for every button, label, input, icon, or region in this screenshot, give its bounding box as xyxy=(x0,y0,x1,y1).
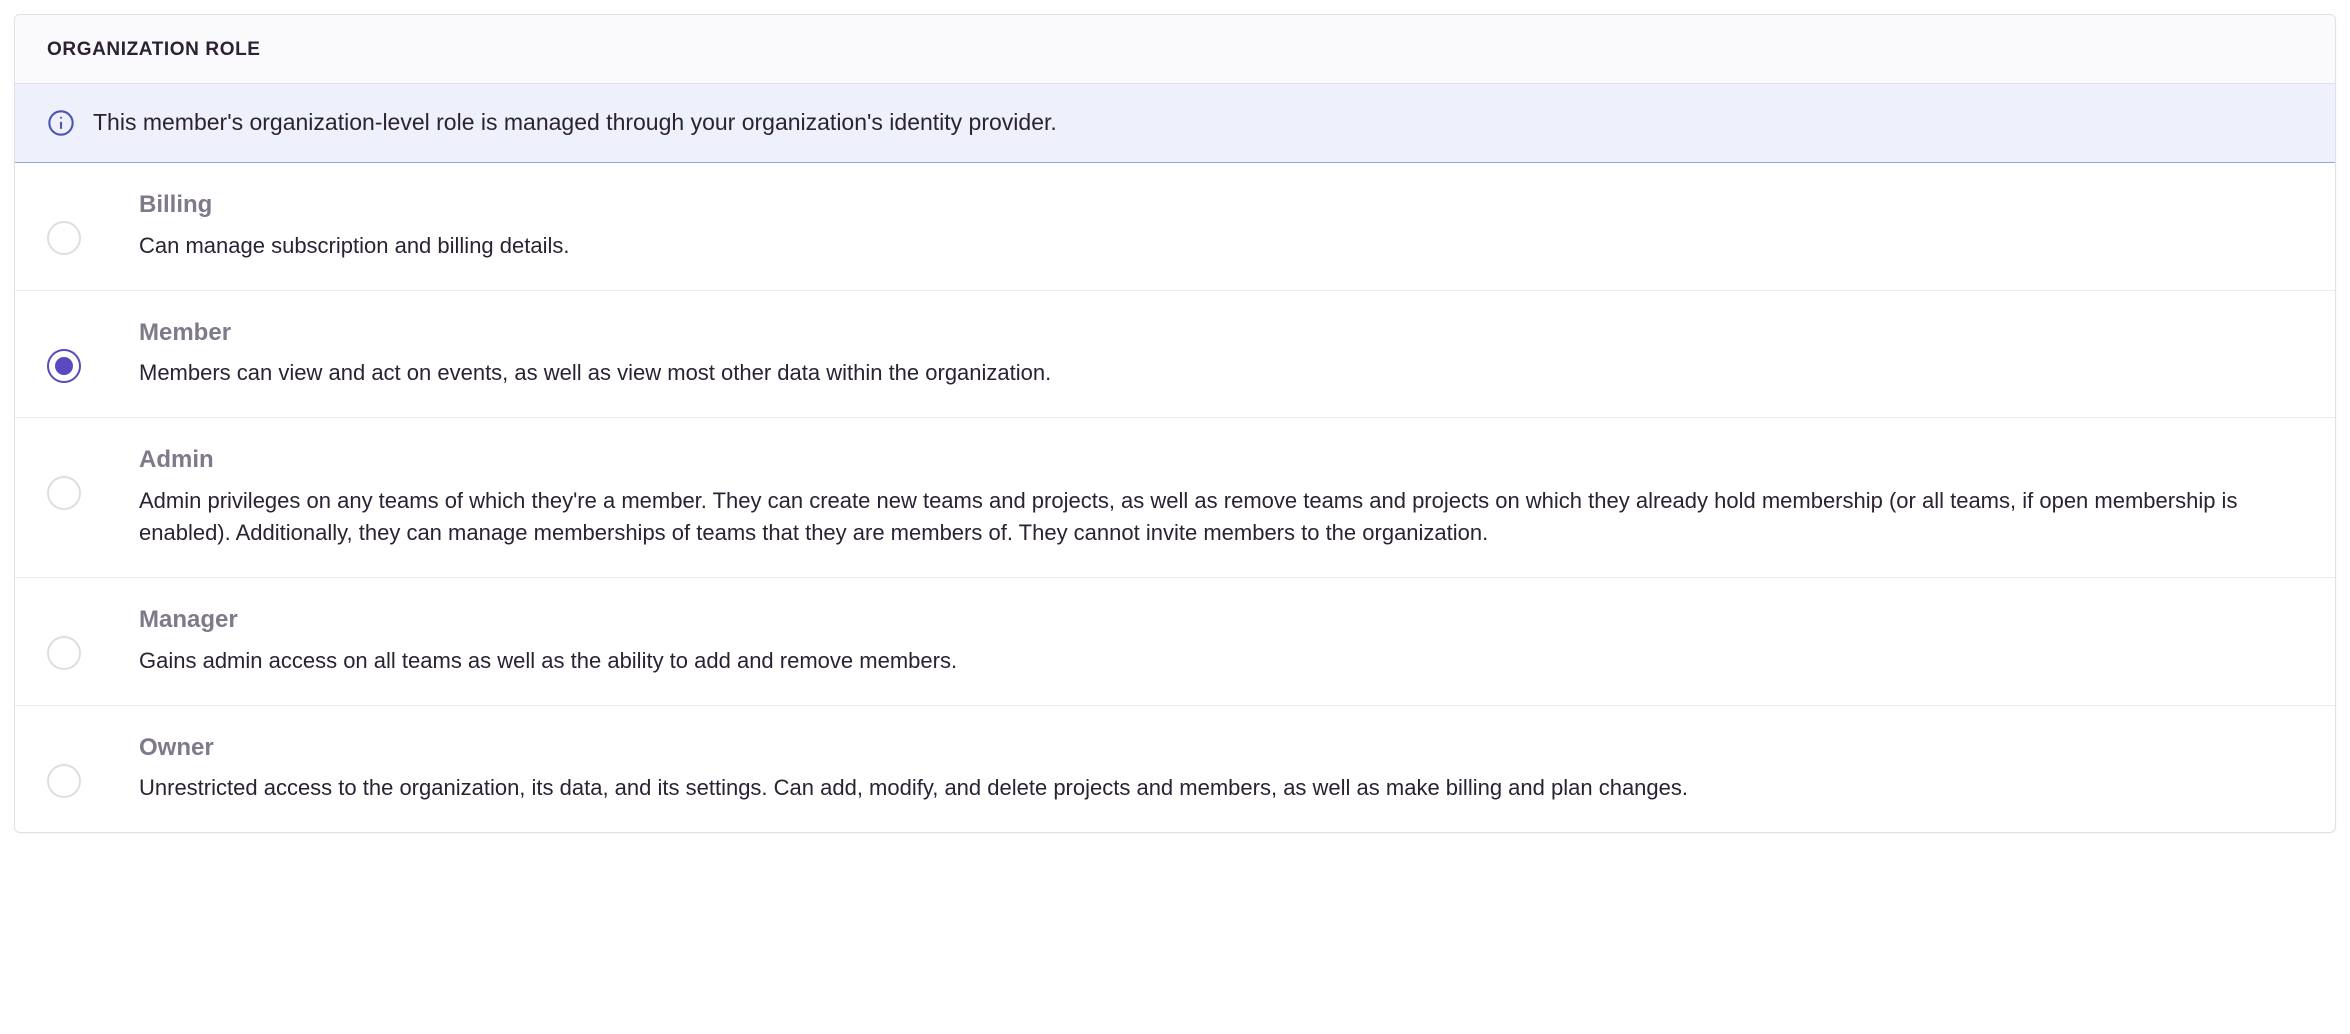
role-title-owner: Owner xyxy=(139,733,214,761)
role-body-owner xyxy=(139,734,2303,805)
role-description-manager: Gains admin access on all teams as well as the ability to add and remove members. xyxy=(139,647,958,673)
role-body-admin xyxy=(139,446,2303,549)
role-option-billing[interactable] xyxy=(15,163,2335,291)
role-body-member xyxy=(139,319,2303,390)
radio-wrap-owner[interactable] xyxy=(47,734,139,798)
radio-manager[interactable] xyxy=(47,636,81,670)
role-description-owner: Unrestricted access to the organization, its data, and its settings. Can add, modify, and delete projects and members, as well as make billing and plan changes. xyxy=(139,775,1688,801)
info-circle-icon xyxy=(47,109,75,137)
role-title-admin: Admin xyxy=(139,446,214,474)
role-body-billing xyxy=(139,191,2303,262)
role-description-admin: Admin privileges on any teams of which they're a member. They can create new teams and projects, as well as remove teams and projects on which they already hold membership (or all teams, if open membership is enabled). Additionally, they can manage memberships of teams that they are members of. They cannot invite members to the organization. xyxy=(139,488,2238,545)
radio-wrap-admin[interactable] xyxy=(47,446,139,510)
page-title: ORGANIZATION ROLE xyxy=(47,39,261,60)
panel-header xyxy=(15,15,2335,84)
radio-admin[interactable] xyxy=(47,476,81,510)
radio-billing[interactable] xyxy=(47,221,81,255)
role-description-member: Members can view and act on events, as well as view most other data within the organization. xyxy=(139,360,1052,386)
role-description-billing: Can manage subscription and billing details. xyxy=(139,232,570,258)
role-option-member[interactable] xyxy=(15,291,2335,419)
notice-text: This member's organization-level role is managed through your organization's identity provider. xyxy=(93,109,1057,135)
radio-member[interactable] xyxy=(47,349,81,383)
radio-owner[interactable] xyxy=(47,764,81,798)
role-title-manager: Manager xyxy=(139,605,238,633)
role-option-owner[interactable] xyxy=(15,706,2335,833)
radio-wrap-billing[interactable] xyxy=(47,191,139,255)
radio-wrap-member[interactable] xyxy=(47,319,139,383)
role-title-member: Member xyxy=(139,318,232,346)
identity-provider-notice xyxy=(15,84,2335,163)
role-title-billing: Billing xyxy=(139,190,213,218)
role-option-manager[interactable] xyxy=(15,578,2335,706)
role-option-admin[interactable] xyxy=(15,418,2335,578)
role-body-manager xyxy=(139,606,2303,677)
organization-role-panel xyxy=(14,14,2336,833)
radio-wrap-manager[interactable] xyxy=(47,606,139,670)
